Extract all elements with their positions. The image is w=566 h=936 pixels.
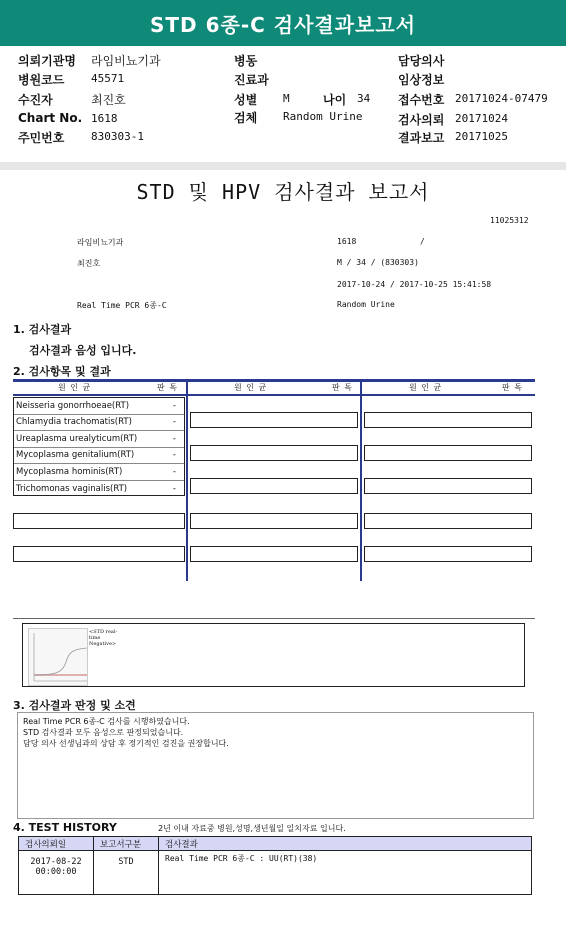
value-chart-no: 1618 <box>91 112 118 125</box>
section-4-heading: 4. TEST HISTORY <box>13 821 117 834</box>
history-row <box>19 851 532 895</box>
comment-line: STD 검사결과 모두 음성으로 판정되었습니다. <box>23 728 184 737</box>
history-time: 00:00:00 <box>35 867 77 877</box>
col-pathogen-3: 원 인 균 <box>409 383 443 392</box>
amplification-graph <box>22 623 525 687</box>
label-report-date: 결과보고 <box>398 131 445 145</box>
label-chart-no: Chart No. <box>18 111 83 125</box>
value-report-date: 20171025 <box>455 130 508 143</box>
empty-result-box <box>13 513 185 529</box>
empty-result-box <box>13 546 185 562</box>
column-divider-1 <box>186 379 188 581</box>
report-heading: STD 및 HPV 검사결과 보고서 <box>136 180 430 204</box>
label-ward: 병동 <box>234 54 258 68</box>
section-1-heading: 1. 검사결과 <box>13 323 72 336</box>
section-divider <box>0 162 566 170</box>
pathogen-name: Mycoplasma hominis(RT) <box>16 466 123 477</box>
report-title: STD 6종-C 검사결과보고서 <box>149 12 417 37</box>
empty-result-box <box>364 412 532 428</box>
overall-result: 검사결과 음성 입니다. <box>29 344 137 357</box>
history-col-date: 검사의뢰일 <box>19 837 94 851</box>
col-pathogen-2: 원 인 균 <box>234 383 268 392</box>
history-type: STD <box>94 851 159 895</box>
comment-line: Real Time PCR 6종-C 검사를 시행하였습니다. <box>23 717 190 726</box>
history-date: 2017-08-22 <box>30 857 82 867</box>
col-pathogen-1: 원 인 균 <box>58 383 92 392</box>
empty-result-box <box>364 478 532 494</box>
pathogen-row <box>14 448 184 465</box>
comment-line: 담당 의사 선생님과의 상담 후 정기적인 검진을 권장합니다. <box>23 739 229 748</box>
column-divider-2 <box>360 379 362 581</box>
patient-info-panel <box>0 46 566 160</box>
pathogen-result: - <box>172 450 176 461</box>
history-table <box>18 836 532 895</box>
pathogen-row <box>14 481 184 498</box>
pathogen-row <box>14 398 184 415</box>
value-patient: 최진호 <box>91 93 126 107</box>
pathogen-row <box>14 464 184 481</box>
report-clinic: 라임비뇨기과 <box>77 238 124 247</box>
table-top-rule <box>13 379 535 382</box>
label-hospital-code: 병원코드 <box>18 73 65 87</box>
report-test-name: Real Time PCR 6종-C <box>77 301 167 310</box>
report-slash: / <box>420 237 425 246</box>
pathogen-result: - <box>172 417 176 428</box>
label-request-date: 검사의뢰 <box>398 113 445 127</box>
pathogen-name: Trichomonas vaginalis(RT) <box>16 483 128 494</box>
pathogen-table <box>13 397 185 496</box>
col-judgement-2: 판 독 <box>332 383 353 392</box>
pathogen-name: Mycoplasma genitalium(RT) <box>16 450 135 461</box>
pathogen-result: - <box>172 400 176 411</box>
pathogen-row <box>14 415 184 432</box>
label-receipt-no: 접수번호 <box>398 93 445 107</box>
graph-label: <STD real-time Negative> <box>89 629 118 647</box>
label-clinical-info: 임상정보 <box>398 73 445 87</box>
history-result: Real Time PCR 6종-C : UU(RT)(38) <box>159 851 532 895</box>
empty-result-box <box>190 478 358 494</box>
report-code: 11025312 <box>490 216 529 225</box>
value-resident-no: 830303-1 <box>91 130 144 143</box>
label-specimen: 검체 <box>234 111 258 125</box>
empty-result-box <box>190 412 358 428</box>
graph-thumbnail <box>28 628 88 686</box>
report-patient: 최진호 <box>77 259 101 268</box>
label-age: 나이 <box>323 93 347 107</box>
value-specimen: Random Urine <box>283 110 363 123</box>
report-title-bar <box>0 0 566 46</box>
value-institution: 라임비뇨기과 <box>91 54 161 68</box>
empty-result-box <box>190 546 358 562</box>
section-2-heading: 2. 검사항목 및 결과 <box>13 365 111 378</box>
report-body <box>0 170 566 936</box>
label-resident-no: 주민번호 <box>18 131 65 145</box>
empty-result-box <box>364 445 532 461</box>
pathogen-result: - <box>172 483 176 494</box>
value-sex: M <box>283 92 290 105</box>
section-3-heading: 3. 검사결과 판정 및 소견 <box>13 699 136 712</box>
label-sex: 성별 <box>234 93 258 107</box>
history-note: 2년 이내 자료중 병원,성명,생년월일 일치자료 입니다. <box>158 824 346 833</box>
empty-result-box <box>364 513 532 529</box>
pathogen-result: - <box>172 433 176 444</box>
value-age: 34 <box>357 92 371 105</box>
label-doctor: 담당의사 <box>398 54 445 68</box>
history-date-cell <box>19 851 94 895</box>
empty-result-box <box>364 546 532 562</box>
history-col-result: 검사결과 <box>159 837 532 851</box>
col-judgement-1: 판 독 <box>157 383 178 392</box>
value-hospital-code: 45571 <box>91 72 125 85</box>
findings-comment <box>17 712 534 819</box>
history-col-type: 보고서구분 <box>94 837 159 851</box>
col-judgement-3: 판 독 <box>502 383 523 392</box>
value-request-date: 20171024 <box>455 112 508 125</box>
report-dates: 2017-10-24 / 2017-10-25 15:41:58 <box>337 280 492 289</box>
pathogen-name: Ureaplasma urealyticum(RT) <box>16 433 138 444</box>
pathogen-row <box>14 431 184 448</box>
report-sex-age: M / 34 / (830303) <box>337 258 419 267</box>
empty-result-box <box>190 445 358 461</box>
graph-separator <box>13 618 535 619</box>
label-department: 진료과 <box>234 73 269 87</box>
table-header-rule <box>13 394 535 396</box>
empty-result-box <box>190 513 358 529</box>
pathogen-name: Chlamydia trachomatis(RT) <box>16 417 132 428</box>
value-receipt-no: 20171024-07479 <box>455 92 548 105</box>
pathogen-result: - <box>172 466 176 477</box>
report-specimen: Random Urine <box>337 300 395 309</box>
label-institution: 의뢰기관명 <box>18 54 76 68</box>
report-chart: 1618 <box>337 237 357 246</box>
label-patient: 수진자 <box>18 93 53 107</box>
pathogen-name: Neisseria gonorrhoeae(RT) <box>16 400 130 411</box>
